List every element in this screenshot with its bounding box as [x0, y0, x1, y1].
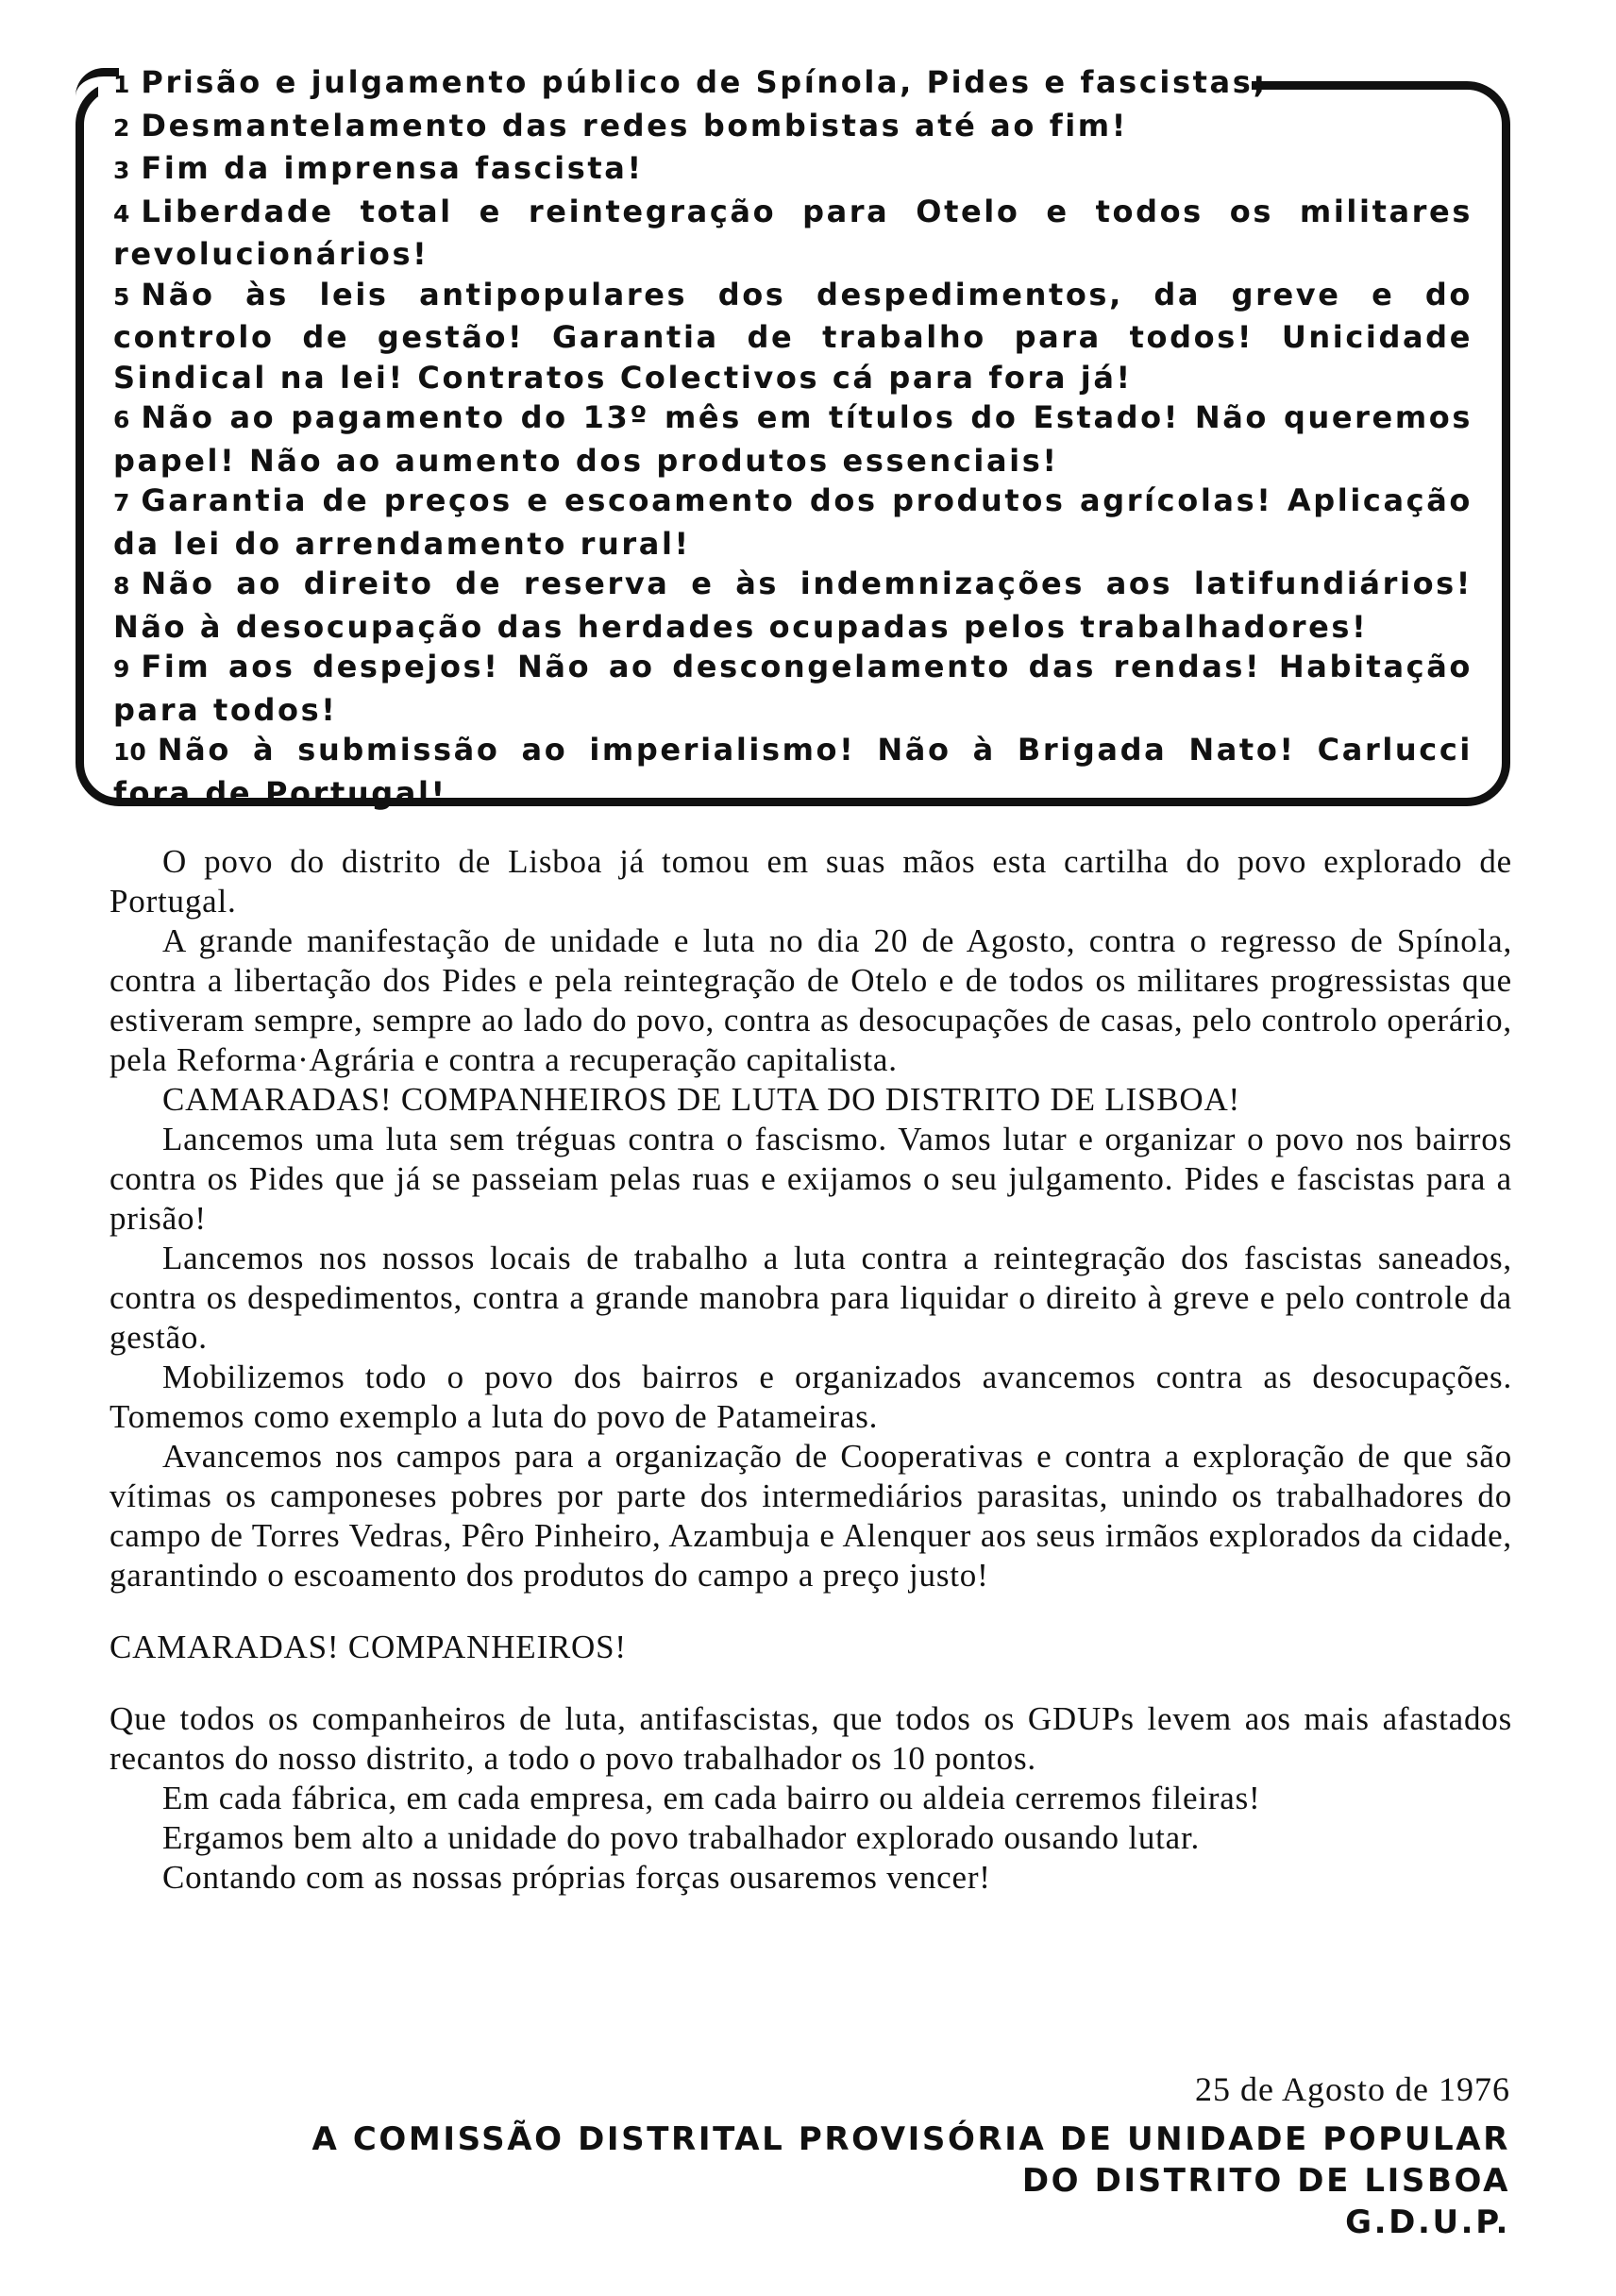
point-number: 6	[113, 406, 130, 433]
signature-block	[189, 2119, 1510, 2243]
paragraph: Avancemos nos campos para a organização de Cooperativas e contra a exploração de que são vítimas os camponeses pobres por parte dos intermediários parasitas, unindo os trabalhadores do campo de Torres Vedras, Pêro Pinheiro, Azambuja e Alenquer aos seus irmãos explorados da cidade, garantindo o escoamento dos produtos do campo a preço justo!	[109, 1438, 1512, 1594]
body-text	[109, 842, 1512, 1898]
point-1	[113, 62, 1473, 106]
point-number: 4	[113, 199, 130, 228]
point-text: Fim da imprensa fascista!	[141, 150, 644, 186]
point-number: 9	[113, 655, 130, 683]
signature-line: A COMISSÃO DISTRITAL PROVISÓRIA DE UNIDADE POPULAR	[311, 2120, 1510, 2158]
point-number: 10	[113, 738, 146, 766]
point-text: Fim aos despejos! Não ao descongelamento das rendas! Habitação para todos!	[113, 649, 1473, 728]
point-7	[113, 481, 1473, 564]
paragraph: A grande manifestação de unidade e luta no dia 20 de Agosto, contra o regresso de Spínola, contra a libertação dos Pides e pela reintegração de Otelo e de todos os militares progressistas que estiveram sempre, sempre ao lado do povo, contra as desocupações de casas, pelo controlo operário, pela Reforma·Agrária e contra a recuperação capitalista.	[109, 922, 1512, 1078]
paragraph: Lancemos nos nossos locais de trabalho a luta contra a reintegração dos fascistas saneados, contra os despedimentos, contra a grande manobra para liquidar o direito à greve e pelo controle da gestão.	[109, 1240, 1512, 1356]
paragraph: Em cada fábrica, em cada empresa, em cada bairro ou aldeia cerremos fileiras!	[162, 1780, 1261, 1816]
point-text: Desmantelamento das redes bombistas até ao fim!	[141, 107, 1128, 144]
point-number: 7	[113, 489, 130, 516]
paragraph: Contando com as nossas próprias forças ousaremos vencer!	[162, 1859, 991, 1896]
paragraph: Que todos os companheiros de luta, antifascistas, que todos os GDUPs levem aos mais afastados recantos do nosso distrito, a todo o povo trabalhador os 10 pontos.	[109, 1700, 1512, 1777]
signature-line: DO DISTRITO DE LISBOA	[1021, 2162, 1510, 2200]
document-date: 25 de Agosto de 1976	[1195, 2070, 1510, 2108]
ten-points-list	[113, 62, 1473, 813]
point-4	[113, 192, 1473, 275]
point-5	[113, 275, 1473, 398]
paragraph: Ergamos bem alto a unidade do povo trabalhador explorado ousando lutar.	[162, 1819, 1201, 1856]
point-9	[113, 647, 1473, 730]
point-text: Prisão e julgamento público de Spínola, Pides e fascistas;	[141, 64, 1268, 100]
point-number: 8	[113, 572, 130, 599]
section-heading: CAMARADAS! COMPANHEIROS DE LUTA DO DISTRITO DE LISBOA!	[162, 1081, 1240, 1118]
paragraph: Lancemos uma luta sem tréguas contra o fascismo. Vamos lutar e organizar o povo nos bairros contra os Pides que já se passeiam pelas ruas e exijamos o seu julgamento. Pides e fascistas para a prisão!	[109, 1121, 1512, 1237]
point-number: 3	[113, 157, 130, 184]
point-text: Não às leis antipopulares dos despedimentos, da greve e do controlo de gestão! Garantia de trabalho para todos! Unicidade Sindical na lei! Contratos Colectivos cá para fora já!	[113, 276, 1473, 396]
point-text: Garantia de preços e escoamento dos produtos agrícolas! Aplicação da lei do arrendamento rural!	[113, 482, 1473, 562]
point-text: Não ao pagamento do 13º mês em títulos do Estado! Não queremos papel! Não ao aumento dos produtos essenciais!	[113, 399, 1473, 479]
point-2	[113, 106, 1473, 149]
point-10	[113, 730, 1473, 813]
point-number: 1	[113, 71, 130, 98]
point-6	[113, 397, 1473, 481]
paragraph: O povo do distrito de Lisboa já tomou em suas mãos esta cartilha do povo explorado de Portugal.	[109, 843, 1512, 920]
point-number: 2	[113, 113, 130, 142]
paragraph: Mobilizemos todo o povo dos bairros e organizados avancemos contra as desocupações. Tomemos como exemplo a luta do povo de Patameiras.	[109, 1359, 1512, 1435]
point-text: Não ao direito de reserva e às indemnizações aos latifundiários! Não à desocupação das herdades ocupadas pelos trabalhadores!	[113, 566, 1473, 645]
point-text: Liberdade total e reintegração para Otelo e todos os militares revolucionários!	[113, 193, 1473, 272]
point-text: Não à submissão ao imperialismo! Não à Brigada Nato! Carlucci fora de Portugal!	[113, 732, 1473, 811]
point-3	[113, 148, 1473, 192]
signature-line: G.D.U.P.	[1345, 2203, 1510, 2241]
point-number: 5	[113, 282, 130, 311]
section-heading: CAMARADAS! COMPANHEIROS!	[109, 1629, 627, 1665]
point-8	[113, 564, 1473, 647]
